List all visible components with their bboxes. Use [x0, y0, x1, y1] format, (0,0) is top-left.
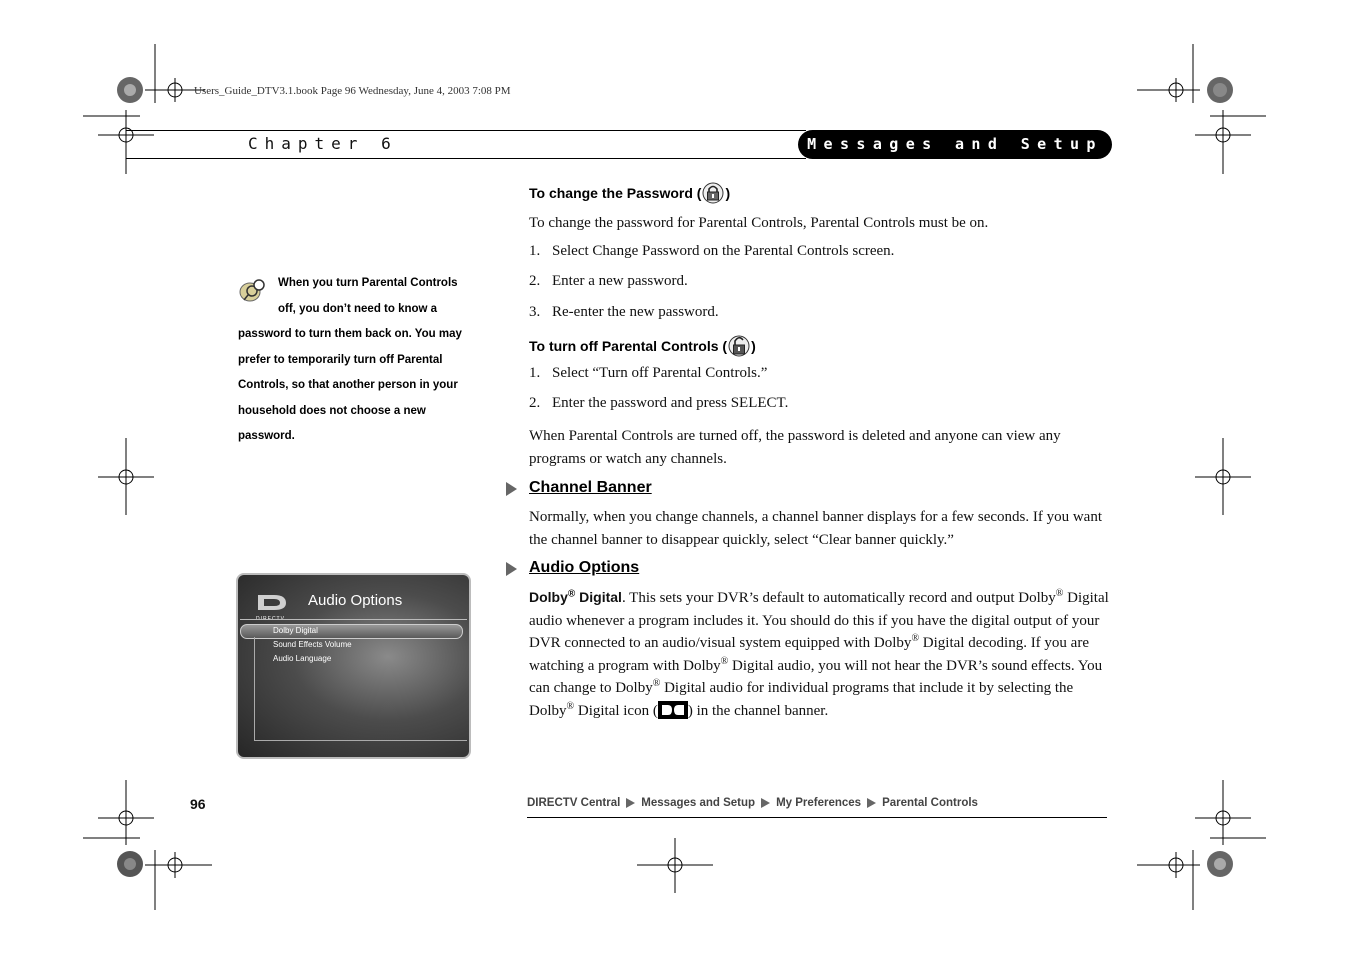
- turn-off-heading: To turn off Parental Controls ( ): [529, 334, 756, 358]
- screen-frame: [254, 637, 467, 741]
- dolby-digital-term: Dolby® Digital: [529, 588, 622, 605]
- change-password-heading: To change the Password ( ): [529, 182, 730, 204]
- sidebar-note-text: When you turn Parental Controls off, you don’t need to know a password to turn them back on. You may prefer to temporarily turn off Parental Controls, so that another person in your household does not choose a new password.: [238, 277, 462, 442]
- breadcrumb-item: DIRECTV Central: [527, 797, 621, 809]
- change-password-intro: To change the password for Parental Controls, Parental Controls must be on.: [529, 215, 989, 231]
- sidebar-note: [238, 271, 470, 450]
- channel-banner-body: Normally, when you change channels, a channel banner displays for a few seconds. If you want the channel banner to disappear quickly, select “Clear banner quickly.”: [529, 509, 1103, 548]
- chapter-label: Chapter 6: [248, 134, 398, 153]
- menu-item-dolby-digital[interactable]: Dolby Digital: [273, 626, 318, 635]
- turn-off-step-1: 1. Select “Turn off Parental Controls.”: [529, 365, 768, 381]
- breadcrumb-arrow-icon: [761, 798, 770, 808]
- audio-options-bullet: [506, 562, 517, 576]
- directv-logo-icon: [256, 593, 294, 611]
- breadcrumb-item: My Preferences: [776, 797, 862, 809]
- audio-options-screenshot: [236, 573, 471, 759]
- turn-off-step-2: 2. Enter the password and press SELECT.: [529, 395, 789, 411]
- channel-banner-heading: Channel Banner: [529, 479, 652, 496]
- audio-options-heading: Audio Options: [529, 559, 640, 576]
- header-rule-top: [126, 130, 806, 131]
- audio-options-body: Dolby® Digital. This sets your DVR’s default to automatically record and output Dolby® Digital audio whenever a program includes it. You should do this if you have the digital output of your DVR connected to an audio/visual system equipped with Dolby® Digital decoding. If you are watching a program with Dolby® Digital audio, you will not hear the DVR’s sound effects. You can change to Dolby® Digital audio for individual programs that include it by selecting the Dolby® Digital icon ( ) in the channel banner.: [529, 588, 1109, 719]
- section-title: Messages and Setup: [798, 130, 1112, 159]
- change-password-step-1: 1. Select Change Password on the Parental Controls screen.: [529, 243, 895, 259]
- footer-rule: [527, 817, 1107, 818]
- breadcrumb-item: Messages and Setup: [641, 797, 756, 809]
- directv-logo: [256, 593, 294, 617]
- breadcrumb: [527, 797, 978, 809]
- channel-banner-bullet: [506, 482, 517, 496]
- menu-item-sound-effects-volume[interactable]: Sound Effects Volume: [273, 640, 352, 649]
- lock-open-icon: [728, 334, 750, 358]
- breadcrumb-item: Parental Controls: [882, 797, 978, 809]
- screen-title: Audio Options: [308, 592, 403, 609]
- menu-item-audio-language[interactable]: Audio Language: [273, 654, 332, 663]
- print-header: Users_Guide_DTV3.1.book Page 96 Wednesday, June 4, 2003 7:08 PM: [194, 85, 511, 97]
- header-rule-bottom: [126, 158, 806, 159]
- page-number: 96: [190, 796, 206, 812]
- change-password-step-2: 2. Enter a new password.: [529, 273, 688, 289]
- turn-off-after: When Parental Controls are turned off, the password is deleted and anyone can view any programs or watch any channels.: [529, 428, 1061, 467]
- lock-closed-icon: [702, 182, 724, 204]
- breadcrumb-arrow-icon: [626, 798, 635, 808]
- screen-divider: [240, 619, 467, 620]
- dolby-digital-icon: [658, 701, 688, 719]
- breadcrumb-arrow-icon: [867, 798, 876, 808]
- change-password-step-3: 3. Re-enter the new password.: [529, 304, 719, 320]
